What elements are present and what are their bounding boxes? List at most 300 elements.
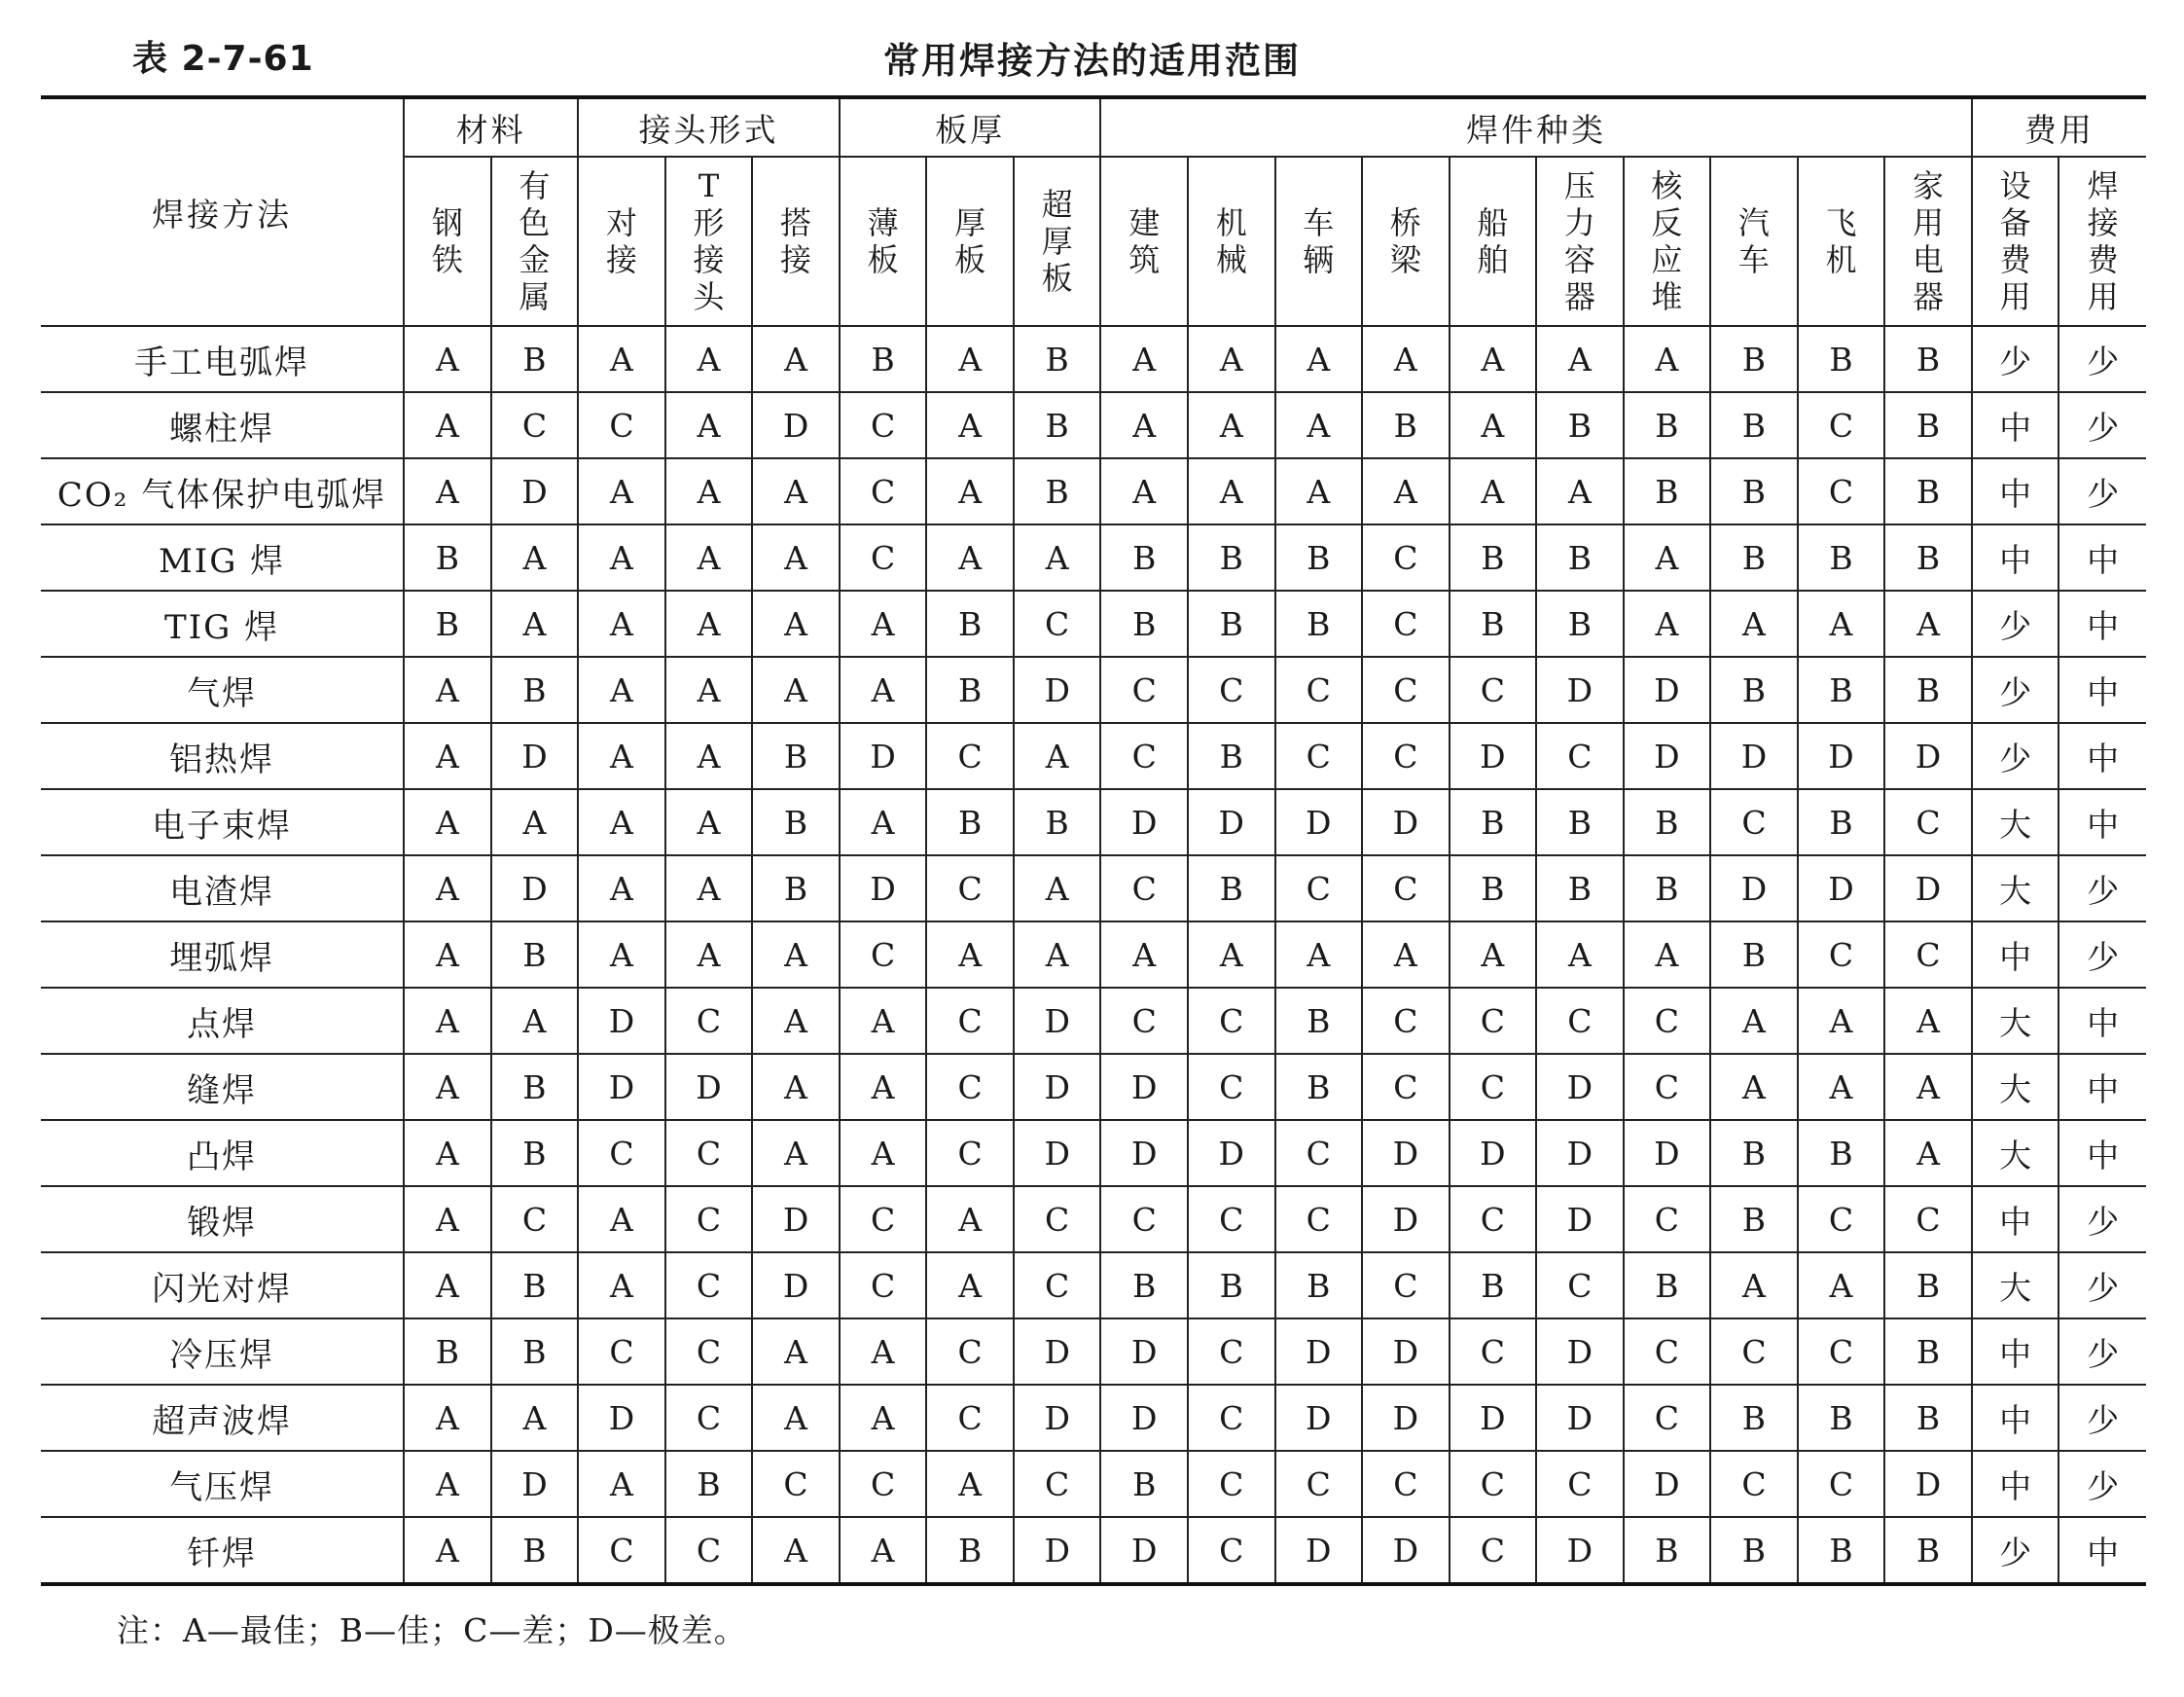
rating-cell: A: [578, 591, 665, 657]
rating-cell: A: [1536, 458, 1624, 524]
column-header: [491, 157, 579, 326]
table-row: [41, 458, 2146, 524]
rating-cell: A: [926, 1451, 1014, 1517]
rating-cell: B: [1188, 723, 1275, 789]
rating-cell: D: [1362, 1120, 1450, 1186]
table-row: [41, 1385, 2146, 1451]
rating-cell: A: [1100, 458, 1188, 524]
column-header-label: 对接: [605, 204, 637, 278]
rating-cell: A: [578, 789, 665, 855]
rating-cell: C: [1100, 855, 1188, 921]
group-header: 费用: [1972, 97, 2146, 157]
column-header: [1536, 157, 1624, 326]
rating-cell: B: [1275, 1054, 1363, 1120]
rating-cell: A: [665, 789, 753, 855]
rating-cell: C: [1710, 1318, 1798, 1385]
rating-cell: C: [1275, 723, 1363, 789]
method-name: 螺柱焊: [41, 392, 404, 458]
rating-cell: B: [1450, 789, 1537, 855]
column-header: [1100, 157, 1188, 326]
method-name: 缝焊: [41, 1054, 404, 1120]
group-header: 材料: [404, 97, 578, 157]
column-header: [1884, 157, 1972, 326]
rating-cell: C: [665, 1517, 753, 1584]
rating-cell: A: [926, 921, 1014, 988]
rating-cell: A: [665, 326, 753, 392]
rating-cell: C: [1188, 1318, 1275, 1385]
rating-cell: B: [1188, 855, 1275, 921]
rating-cell: B: [491, 921, 579, 988]
rating-cell: C: [1188, 1451, 1275, 1517]
rating-cell: A: [1798, 591, 1885, 657]
rating-cell: B: [1884, 657, 1972, 723]
rating-cell: B: [1624, 392, 1711, 458]
rating-cell: A: [1884, 1054, 1972, 1120]
rating-cell: A: [926, 392, 1014, 458]
rating-cell: 少: [2059, 1451, 2146, 1517]
rating-cell: A: [1624, 921, 1711, 988]
rating-cell: A: [404, 988, 491, 1054]
rating-cell: C: [1710, 1451, 1798, 1517]
column-header: [926, 157, 1014, 326]
rating-cell: A: [1624, 326, 1711, 392]
rating-cell: C: [1450, 988, 1537, 1054]
method-name: TIG 焊: [41, 591, 404, 657]
rating-cell: D: [1362, 1318, 1450, 1385]
rating-cell: B: [1624, 789, 1711, 855]
rating-cell: A: [752, 657, 840, 723]
rating-cell: C: [1100, 723, 1188, 789]
rating-cell: C: [1275, 657, 1363, 723]
rating-cell: A: [752, 458, 840, 524]
table-row: [41, 392, 2146, 458]
rating-cell: C: [1450, 1318, 1537, 1385]
rating-cell: 中: [1972, 1318, 2059, 1385]
rating-cell: D: [840, 855, 927, 921]
method-name: CO₂ 气体保护电弧焊: [41, 458, 404, 524]
table-row: [41, 1517, 2146, 1584]
rating-cell: A: [578, 1186, 665, 1252]
column-header: [1188, 157, 1275, 326]
column-header-label: 建筑: [1128, 204, 1161, 278]
rating-cell: C: [665, 988, 753, 1054]
rating-cell: B: [491, 1318, 579, 1385]
rating-cell: 中: [2059, 1054, 2146, 1120]
rating-cell: B: [1275, 1252, 1363, 1318]
rating-cell: A: [404, 1252, 491, 1318]
rating-cell: A: [1798, 988, 1885, 1054]
rating-cell: 中: [2059, 789, 2146, 855]
method-name: 气压焊: [41, 1451, 404, 1517]
rating-cell: D: [752, 1252, 840, 1318]
rating-cell: B: [1100, 1252, 1188, 1318]
rating-cell: B: [491, 326, 579, 392]
rating-cell: 中: [2059, 988, 2146, 1054]
rating-cell: C: [840, 458, 927, 524]
rating-cell: C: [1450, 1451, 1537, 1517]
rating-cell: B: [1188, 1252, 1275, 1318]
rating-cell: A: [404, 1186, 491, 1252]
rating-cell: D: [1884, 855, 1972, 921]
rating-cell: D: [1536, 1385, 1624, 1451]
rating-cell: D: [1100, 1054, 1188, 1120]
rating-cell: A: [1188, 921, 1275, 988]
rating-cell: 中: [1972, 921, 2059, 988]
method-name: MIG 焊: [41, 524, 404, 591]
rating-cell: B: [404, 591, 491, 657]
column-header-label: T形接头: [693, 167, 725, 315]
rating-cell: A: [404, 855, 491, 921]
rating-cell: C: [1100, 1186, 1188, 1252]
rating-cell: D: [1188, 789, 1275, 855]
rating-cell: D: [1275, 789, 1363, 855]
column-header-label: 钢铁: [431, 204, 463, 278]
column-header: [1710, 157, 1798, 326]
rating-cell: C: [840, 1252, 927, 1318]
rating-cell: C: [1884, 921, 1972, 988]
rating-cell: B: [1275, 524, 1363, 591]
method-name: 冷压焊: [41, 1318, 404, 1385]
rating-cell: D: [491, 458, 579, 524]
rating-cell: C: [926, 988, 1014, 1054]
table-row: [41, 723, 2146, 789]
rating-cell: D: [1450, 1120, 1537, 1186]
rating-cell: A: [491, 524, 579, 591]
rating-cell: D: [491, 1451, 579, 1517]
rating-cell: C: [1014, 1186, 1101, 1252]
rating-cell: C: [1362, 657, 1450, 723]
rating-cell: C: [1014, 1252, 1101, 1318]
rating-cell: A: [840, 1120, 927, 1186]
rating-cell: C: [491, 1186, 579, 1252]
rating-cell: B: [1798, 326, 1885, 392]
rating-cell: C: [1710, 789, 1798, 855]
rating-cell: 少: [2059, 1318, 2146, 1385]
rating-cell: A: [1362, 458, 1450, 524]
rating-cell: B: [752, 723, 840, 789]
rating-cell: A: [1275, 921, 1363, 988]
table-row: [41, 789, 2146, 855]
rating-cell: 少: [2059, 855, 2146, 921]
rating-cell: C: [1624, 1186, 1711, 1252]
rating-cell: C: [1798, 458, 1885, 524]
rating-cell: B: [1884, 392, 1972, 458]
rating-cell: C: [1275, 1120, 1363, 1186]
rating-cell: A: [1450, 458, 1537, 524]
welding-methods-table: [41, 95, 2146, 1586]
rating-cell: A: [1100, 326, 1188, 392]
rating-cell: 少: [2059, 921, 2146, 988]
rating-cell: A: [404, 326, 491, 392]
rating-cell: 中: [2059, 657, 2146, 723]
rating-cell: 中: [1972, 1451, 2059, 1517]
rating-cell: C: [491, 392, 579, 458]
rating-cell: A: [1798, 1252, 1885, 1318]
rating-cell: 大: [1972, 1252, 2059, 1318]
rating-cell: B: [926, 789, 1014, 855]
rating-cell: C: [578, 1318, 665, 1385]
rating-cell: A: [1014, 855, 1101, 921]
rating-cell: A: [1884, 591, 1972, 657]
rating-cell: B: [1536, 392, 1624, 458]
rating-cell: C: [1362, 591, 1450, 657]
rating-cell: B: [1624, 1517, 1711, 1584]
table-row: [41, 855, 2146, 921]
rating-cell: D: [752, 1186, 840, 1252]
rating-cell: C: [1450, 657, 1537, 723]
table-row: [41, 657, 2146, 723]
group-header: 板厚: [840, 97, 1101, 157]
rating-cell: A: [752, 1318, 840, 1385]
method-name: 电渣焊: [41, 855, 404, 921]
rating-cell: B: [1710, 1517, 1798, 1584]
rating-cell: A: [1014, 723, 1101, 789]
rating-cell: D: [1014, 1517, 1101, 1584]
rating-cell: D: [578, 1054, 665, 1120]
rating-cell: C: [1624, 1054, 1711, 1120]
rating-cell: C: [1362, 1451, 1450, 1517]
rating-cell: D: [1710, 855, 1798, 921]
rating-cell: B: [665, 1451, 753, 1517]
rating-cell: B: [1884, 1517, 1972, 1584]
rating-cell: A: [1275, 326, 1363, 392]
rating-cell: 少: [2059, 1252, 2146, 1318]
column-header-label: 薄板: [867, 204, 899, 278]
rating-cell: B: [1536, 855, 1624, 921]
corner-header: 焊接方法: [41, 97, 404, 326]
rating-cell: B: [1536, 591, 1624, 657]
rating-cell: B: [1188, 524, 1275, 591]
rating-cell: A: [404, 1120, 491, 1186]
rating-cell: C: [665, 1120, 753, 1186]
rating-cell: A: [404, 392, 491, 458]
rating-cell: B: [1798, 657, 1885, 723]
column-header-label: 船舶: [1477, 204, 1509, 278]
rating-cell: C: [578, 392, 665, 458]
rating-cell: A: [1710, 591, 1798, 657]
rating-cell: B: [926, 657, 1014, 723]
rating-cell: 中: [2059, 1120, 2146, 1186]
rating-cell: B: [404, 1318, 491, 1385]
rating-cell: D: [1100, 789, 1188, 855]
rating-cell: A: [1362, 921, 1450, 988]
rating-cell: A: [1275, 392, 1363, 458]
rating-cell: C: [578, 1120, 665, 1186]
rating-cell: B: [1710, 326, 1798, 392]
rating-cell: 少: [2059, 1186, 2146, 1252]
rating-cell: D: [1536, 657, 1624, 723]
rating-cell: B: [1710, 1186, 1798, 1252]
rating-cell: A: [491, 591, 579, 657]
column-header-label: 设备费用: [1999, 167, 2031, 315]
rating-cell: 中: [1972, 1186, 2059, 1252]
rating-cell: A: [752, 1054, 840, 1120]
rating-cell: 少: [2059, 1385, 2146, 1451]
rating-cell: C: [926, 1318, 1014, 1385]
method-name: 闪光对焊: [41, 1252, 404, 1318]
rating-cell: 大: [1972, 988, 2059, 1054]
rating-cell: A: [404, 921, 491, 988]
rating-cell: B: [1450, 591, 1537, 657]
rating-cell: C: [926, 1120, 1014, 1186]
rating-cell: A: [404, 657, 491, 723]
rating-cell: D: [1624, 1120, 1711, 1186]
column-header: [1798, 157, 1885, 326]
rating-cell: C: [1188, 988, 1275, 1054]
rating-cell: C: [1014, 591, 1101, 657]
column-header: [578, 157, 665, 326]
column-header-label: 车辆: [1303, 204, 1335, 278]
column-header: [840, 157, 927, 326]
rating-cell: 大: [1972, 789, 2059, 855]
rating-cell: A: [578, 524, 665, 591]
group-header: 焊件种类: [1100, 97, 1971, 157]
column-header: [1275, 157, 1363, 326]
column-header: [2059, 157, 2146, 326]
rating-cell: B: [1014, 789, 1101, 855]
rating-cell: 大: [1972, 1120, 2059, 1186]
rating-cell: A: [1536, 326, 1624, 392]
rating-cell: 少: [1972, 723, 2059, 789]
rating-cell: C: [1450, 1186, 1537, 1252]
rating-cell: C: [1362, 1252, 1450, 1318]
rating-cell: 少: [1972, 1517, 2059, 1584]
rating-cell: A: [1014, 524, 1101, 591]
rating-cell: A: [404, 723, 491, 789]
column-header: [665, 157, 753, 326]
rating-cell: D: [1362, 1186, 1450, 1252]
rating-cell: B: [1014, 392, 1101, 458]
rating-cell: A: [926, 524, 1014, 591]
rating-cell: A: [1624, 524, 1711, 591]
rating-cell: C: [926, 723, 1014, 789]
method-name: 凸焊: [41, 1120, 404, 1186]
rating-cell: D: [1275, 1385, 1363, 1451]
method-name: 气焊: [41, 657, 404, 723]
rating-cell: C: [840, 1186, 927, 1252]
rating-cell: A: [404, 1054, 491, 1120]
rating-cell: C: [665, 1186, 753, 1252]
rating-cell: A: [1884, 988, 1972, 1054]
rating-cell: B: [1884, 1252, 1972, 1318]
rating-cell: B: [926, 1517, 1014, 1584]
rating-cell: D: [840, 723, 927, 789]
table-row: [41, 921, 2146, 988]
table-row: [41, 1186, 2146, 1252]
rating-cell: B: [1450, 1252, 1537, 1318]
rating-cell: A: [665, 392, 753, 458]
rating-cell: A: [840, 1318, 927, 1385]
rating-cell: B: [491, 1120, 579, 1186]
rating-cell: B: [491, 1252, 579, 1318]
rating-cell: D: [578, 988, 665, 1054]
column-header-label: 家用电器: [1913, 167, 1945, 315]
rating-cell: A: [926, 458, 1014, 524]
rating-cell: B: [1536, 789, 1624, 855]
rating-cell: B: [1884, 524, 1972, 591]
rating-cell: A: [1014, 921, 1101, 988]
rating-cell: D: [752, 392, 840, 458]
rating-cell: C: [665, 1252, 753, 1318]
column-header-label: 核反应堆: [1651, 167, 1683, 315]
rating-cell: 中: [2059, 524, 2146, 591]
rating-cell: A: [665, 591, 753, 657]
rating-cell: A: [840, 1385, 927, 1451]
rating-cell: D: [1798, 855, 1885, 921]
table-row: [41, 326, 2146, 392]
rating-cell: C: [1624, 988, 1711, 1054]
column-header-label: 机械: [1215, 204, 1247, 278]
rating-cell: A: [840, 1517, 927, 1584]
rating-cell: D: [1275, 1318, 1363, 1385]
rating-cell: D: [491, 855, 579, 921]
rating-cell: A: [840, 1054, 927, 1120]
column-header-label: 搭接: [780, 204, 812, 278]
rating-cell: C: [1798, 1451, 1885, 1517]
rating-cell: C: [1275, 1451, 1363, 1517]
rating-cell: C: [1188, 1517, 1275, 1584]
rating-cell: A: [1450, 921, 1537, 988]
rating-cell: A: [926, 1252, 1014, 1318]
rating-cell: A: [840, 988, 927, 1054]
rating-cell: 少: [2059, 326, 2146, 392]
rating-cell: D: [1536, 1186, 1624, 1252]
rating-cell: C: [1188, 1186, 1275, 1252]
column-header-label: 厚板: [954, 204, 986, 278]
rating-cell: C: [840, 392, 927, 458]
rating-cell: C: [1798, 1318, 1885, 1385]
rating-cell: B: [926, 591, 1014, 657]
rating-cell: A: [578, 921, 665, 988]
rating-cell: A: [665, 921, 753, 988]
rating-cell: A: [752, 591, 840, 657]
rating-cell: C: [1188, 1054, 1275, 1120]
rating-cell: C: [1536, 723, 1624, 789]
rating-cell: A: [491, 789, 579, 855]
column-header-label: 桥梁: [1389, 204, 1421, 278]
rating-cell: D: [1884, 1451, 1972, 1517]
rating-cell: D: [1014, 657, 1101, 723]
column-header-label: 有色金属: [519, 167, 551, 315]
rating-cell: D: [1014, 1318, 1101, 1385]
rating-cell: A: [665, 524, 753, 591]
method-name: 电子束焊: [41, 789, 404, 855]
rating-cell: B: [1710, 458, 1798, 524]
rating-cell: C: [840, 524, 927, 591]
table-row: [41, 1451, 2146, 1517]
column-header-label: 超厚板: [1041, 186, 1073, 297]
rating-cell: A: [665, 855, 753, 921]
rating-cell: C: [752, 1451, 840, 1517]
rating-cell: 中: [2059, 723, 2146, 789]
rating-cell: B: [491, 1054, 579, 1120]
rating-cell: A: [404, 458, 491, 524]
rating-cell: A: [491, 988, 579, 1054]
group-header-row: [41, 97, 2146, 157]
rating-cell: D: [1014, 988, 1101, 1054]
rating-cell: B: [1798, 1385, 1885, 1451]
rating-cell: A: [926, 1186, 1014, 1252]
rating-cell: B: [1798, 789, 1885, 855]
rating-cell: B: [1624, 1252, 1711, 1318]
rating-cell: C: [1798, 392, 1885, 458]
rating-cell: A: [491, 1385, 579, 1451]
rating-cell: B: [1884, 458, 1972, 524]
rating-cell: B: [1884, 326, 1972, 392]
rating-cell: D: [1014, 1385, 1101, 1451]
rating-cell: A: [1536, 921, 1624, 988]
rating-cell: A: [752, 524, 840, 591]
